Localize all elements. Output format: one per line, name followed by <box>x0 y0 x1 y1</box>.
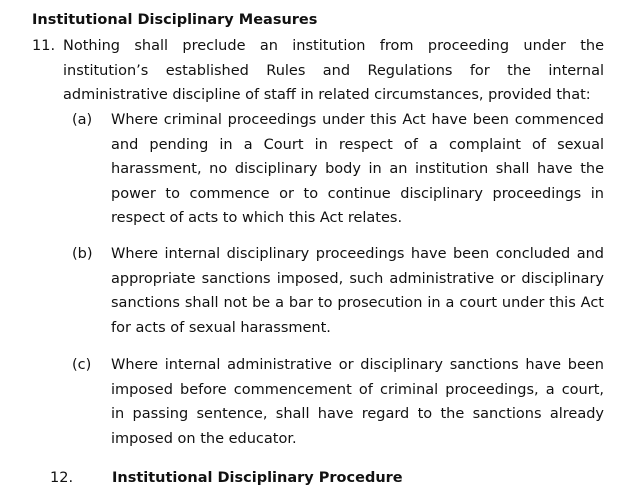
section-11-number: 11. <box>32 38 56 54</box>
item-c-label: (c) <box>72 357 92 373</box>
item-b-label: (b) <box>72 246 93 262</box>
item-b-text: Where internal disciplinary proceedings have been concluded and appropriate sanctions imposed, such administrative or disciplinary sanctions shall not be a bar to prosecution in a court under this Act for acts of sexual harassment. <box>111 246 604 336</box>
item-a-label: (a) <box>72 112 93 128</box>
item-c-text: Where internal administrative or disciplinary sanctions have been imposed before commencement of criminal proceedings, a court, in passing sentence, shall have regard to the sanctions already imposed on the educator. <box>111 357 604 447</box>
section-heading: Institutional Disciplinary Measures <box>32 12 318 28</box>
section-12-title: Institutional Disciplinary Procedure <box>112 470 403 486</box>
section-12-number: 12. <box>50 470 74 486</box>
section-11-text: Nothing shall preclude an institution from proceeding under the institution’s established Rules and Regulations for the internal administrative discipline of staff in related circumstances, provided that: <box>63 38 604 103</box>
item-a-text: Where criminal proceedings under this Act have been commenced and pending in a Court in respect of a complaint of sexual harassment, no disciplinary body in an institution shall have the power to commence or to continue disciplinary proceedings in respect of acts to which this Act relates. <box>111 112 604 226</box>
